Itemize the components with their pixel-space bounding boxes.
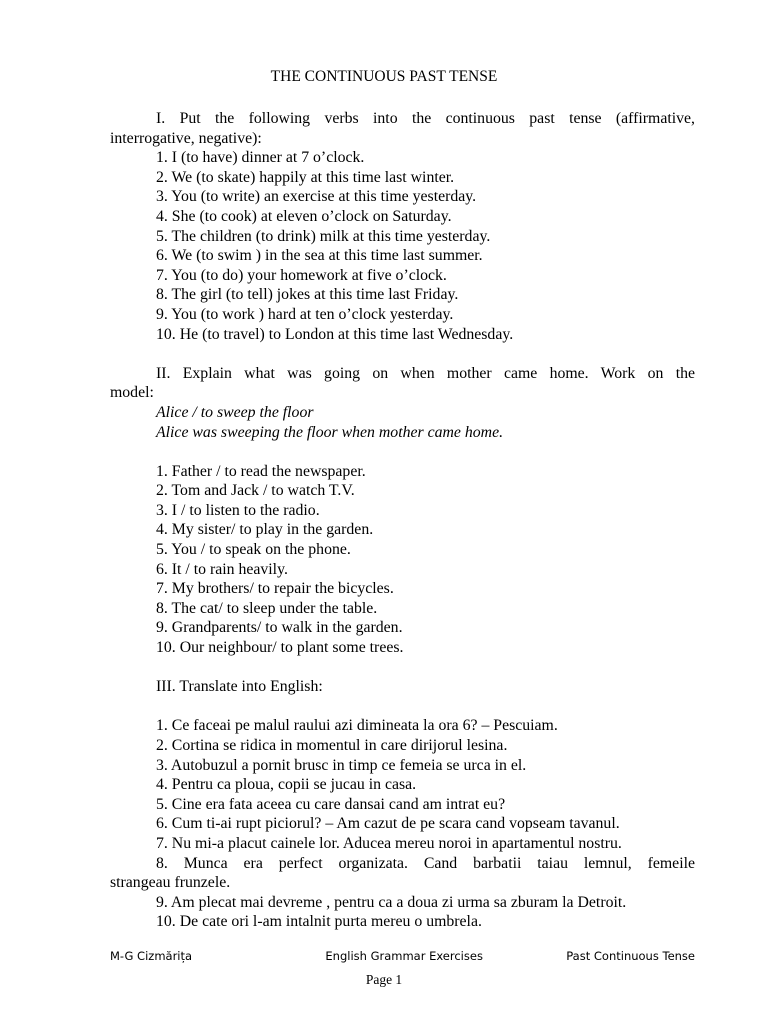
page-title: THE CONTINUOUS PAST TENSE [270,68,498,85]
section-gap [110,344,695,364]
section3-item-cont: strangeau frunzele. [110,874,231,892]
section2-item: 6. It / to rain heavily. [156,560,288,578]
section3-item: 5. Cine era fata aceea cu care dansai cand am intrat eu? [156,795,506,813]
section1-item: 7. You (to do) your homework at five o’clock. [156,266,447,284]
section1-item: 3. You (to write) an exercise at this time yesterday. [156,188,477,206]
section3-item: 10. De cate ori l-am intalnit purta mereu o umbrela. [156,913,482,931]
footer-author: M-G Cizmărița [110,949,193,963]
page-footer [110,949,695,963]
section2-instruction: II. Explain what was going on when mother came home. Work on the [156,364,695,382]
section3-item: 2. Cortina se ridica in momentul in care dirijorul lesina. [156,737,508,754]
section2-item: 4. My sister/ to play in the garden. [156,521,374,539]
document-body [110,109,695,932]
section1-item: 6. We (to swim ) in the sea at this time last summer. [156,247,483,265]
section2-item: 8. The cat/ to sleep under the table. [156,599,378,617]
section1-item: 4. She (to cook) at eleven o’clock on Saturday. [156,207,452,225]
section3-item: 8. Munca era perfect organizata. Cand barbatii taiau lemnul, femeile [156,854,695,872]
section2-item: 5. You / to speak on the phone. [156,541,351,559]
section2-item: 1. Father / to read the newspaper. [156,462,366,480]
page-number: Page 1 [365,972,403,987]
footer-topic: Past Continuous Tense [566,949,695,963]
section1-instruction: I. Put the following verbs into the continuous past tense (affirmative, [156,110,695,127]
section3-item: 4. Pentru ca ploua, copii se jucau in casa. [156,776,417,794]
section3-instruction: III. Translate into English: [156,678,323,696]
section2-item: 9. Grandparents/ to walk in the garden. [156,619,403,637]
section1-item: 2. We (to skate) happily at this time last winter. [156,168,455,186]
section2-item: 10. Our neighbour/ to plant some trees. [156,639,404,657]
section3-item: 7. Nu mi-a placut cainele lor. Aducea mereu noroi in apartamentul nostru. [156,834,622,852]
section2-item: 3. I / to listen to the radio. [156,501,320,519]
section2-model-answer: Alice was sweeping the floor when mother came home. [156,423,504,441]
section1-item: 9. You (to work ) hard at ten o’clock yesterday. [156,305,454,323]
section3-item: 3. Autobuzul a pornit brusc in timp ce femeia se urca in el. [156,756,527,774]
section2-model-prompt: Alice / to sweep the floor [156,403,314,421]
section1-item: 10. He (to travel) to London at this time last Wednesday. [156,325,514,343]
section2-item: 2. Tom and Jack / to watch T.V. [156,482,355,500]
section-gap [110,658,695,678]
footer-book-title: English Grammar Exercises [325,949,483,963]
section2-item: 7. My brothers/ to repair the bicycles. [156,580,394,598]
section-gap [110,442,695,462]
section3-item: 6. Cum ti-ai rupt piciorul? – Am cazut de pe scara cand vopseam tavanul. [156,815,620,833]
section1-item: 1. I (to have) dinner at 7 o’clock. [156,149,365,167]
section2-instruction-cont: model: [110,384,154,402]
section3-item: 1. Ce faceai pe malul raului azi dimineata la ora 6? – Pescuiam. [156,717,558,735]
section1-instruction-cont: interrogative, negative): [110,129,262,147]
section1-item: 5. The children (to drink) milk at this time yesterday. [156,227,491,245]
section1-item: 8. The girl (to tell) jokes at this time last Friday. [156,286,459,304]
section-gap [110,697,695,717]
section3-item: 9. Am plecat mai devreme , pentru ca a doua zi urma sa zburam la Detroit. [156,893,627,911]
